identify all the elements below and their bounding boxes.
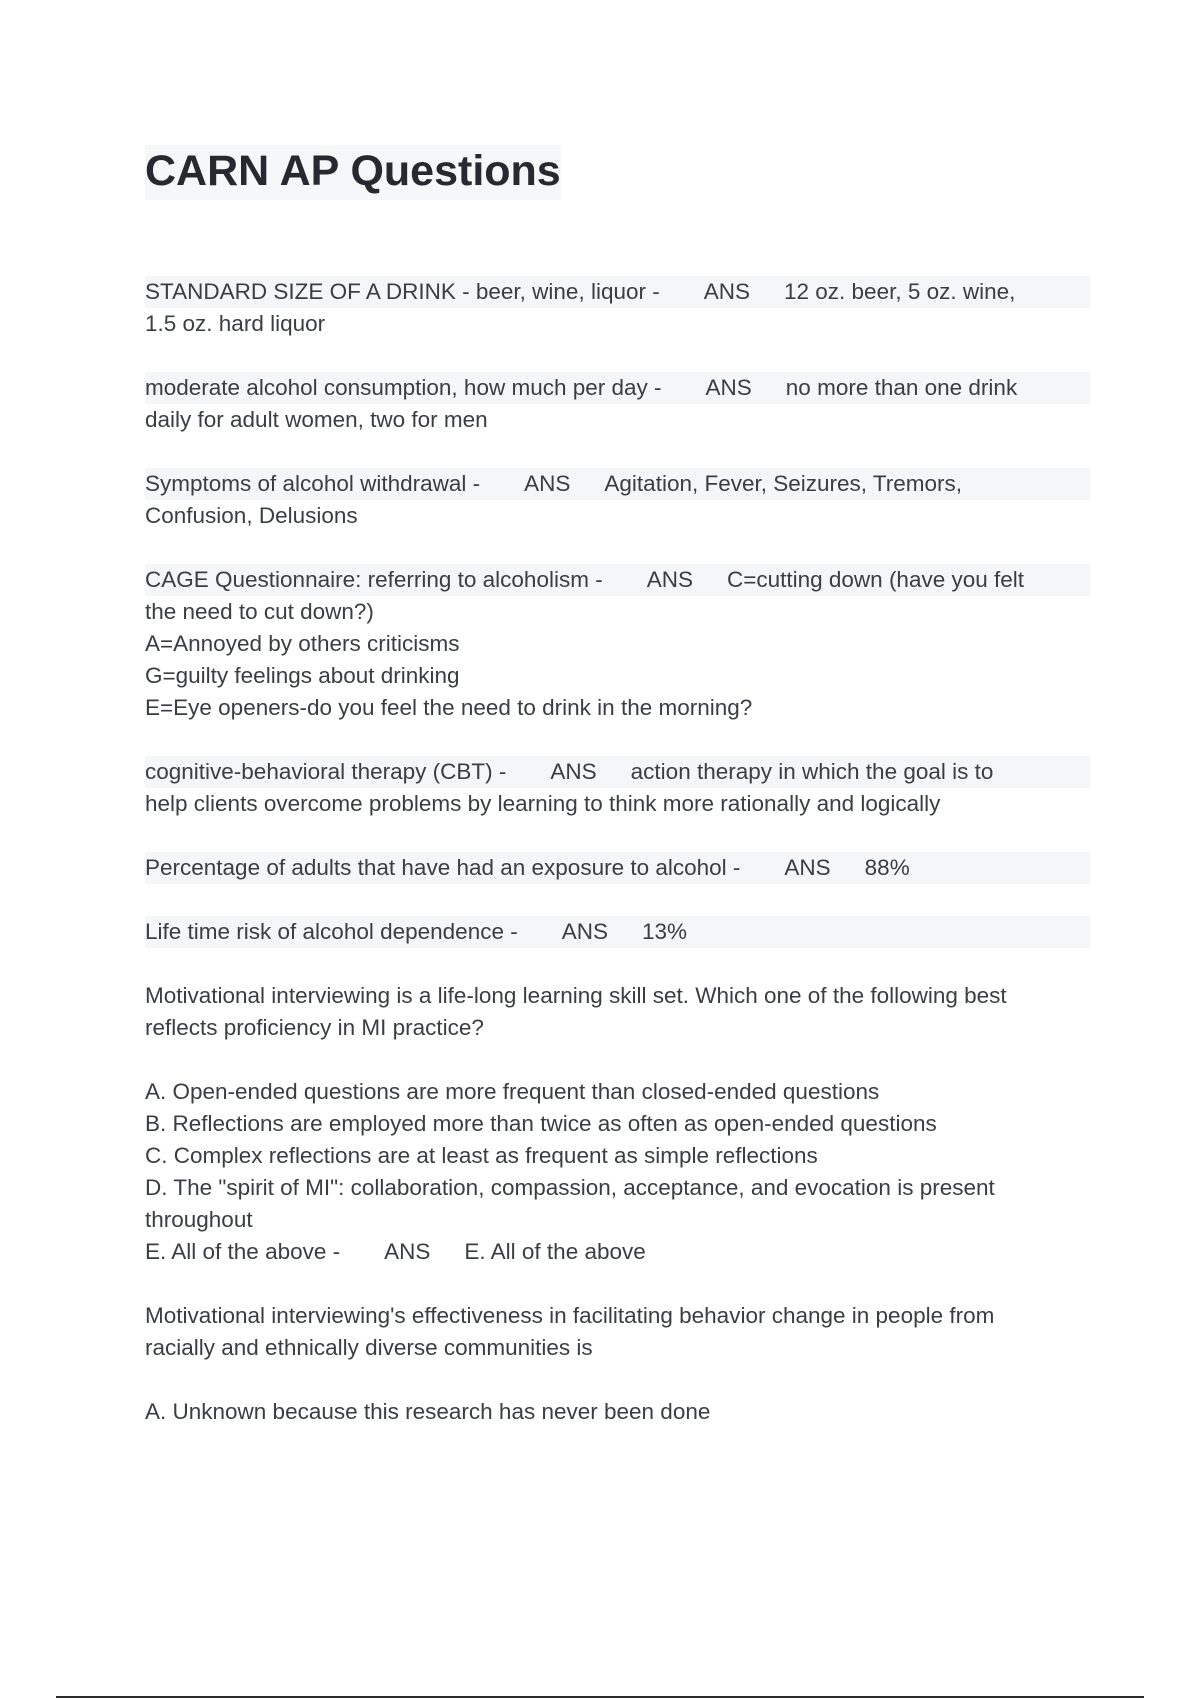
question-text: Life time risk of alcohol dependence - xyxy=(145,919,518,944)
question-text: Symptoms of alcohol withdrawal - xyxy=(145,471,481,496)
qa-item-withdrawal-symptoms xyxy=(145,468,1090,532)
option-c: C. Complex reflections are at least as frequent as simple reflections xyxy=(145,1143,818,1168)
question-text: Percentage of adults that have had an exposure to alcohol - xyxy=(145,855,741,880)
qa-line xyxy=(145,852,1090,884)
answer-text: 13% xyxy=(641,919,688,944)
option-a: A. Open-ended questions are more frequent than closed-ended questions xyxy=(145,1079,880,1104)
option-e: E. All of the above - xyxy=(145,1239,341,1264)
answer-text: the need to cut down?) xyxy=(145,599,374,624)
document-body xyxy=(145,276,1090,1460)
question-text: cognitive-behavioral therapy (CBT) - xyxy=(145,759,507,784)
question-text: CAGE Questionnaire: referring to alcoholism - xyxy=(145,567,603,592)
answer-marker: ANS xyxy=(646,567,693,592)
mi-question-2-options xyxy=(145,1396,1090,1428)
answer-marker: ANS xyxy=(550,759,597,784)
question-text: racially and ethnically diverse communities is xyxy=(145,1335,593,1360)
qa-line xyxy=(145,564,1090,596)
answer-text: daily for adult women, two for men xyxy=(145,407,488,432)
page-divider xyxy=(56,1696,1144,1698)
answer-text: 12 oz. beer, 5 oz. wine, xyxy=(784,279,1016,304)
answer-text: help clients overcome problems by learning to think more rationally and logically xyxy=(145,791,941,816)
answer-text: Agitation, Fever, Seizures, Tremors, xyxy=(604,471,963,496)
option-a: A. Unknown because this research has never been done xyxy=(145,1399,711,1424)
qa-item-alcohol-exposure xyxy=(145,852,1090,884)
qa-line xyxy=(145,916,1090,948)
answer-text: no more than one drink xyxy=(785,375,1018,400)
question-text: Motivational interviewing is a life-long learning skill set. Which one of the following best xyxy=(145,983,1007,1008)
answer-text: A=Annoyed by others criticisms xyxy=(145,631,460,656)
option-b: B. Reflections are employed more than twice as often as open-ended questions xyxy=(145,1111,937,1136)
mi-question-2-stem xyxy=(145,1300,1090,1364)
answer-text: E. All of the above xyxy=(464,1239,646,1264)
question-text: reflects proficiency in MI practice? xyxy=(145,1015,484,1040)
question-text: Motivational interviewing's effectiveness in facilitating behavior change in people from xyxy=(145,1303,995,1328)
qa-line xyxy=(145,468,1090,500)
mi-question-options xyxy=(145,1076,1090,1268)
qa-item-cbt xyxy=(145,756,1090,820)
answer-marker: ANS xyxy=(561,919,608,944)
answer-marker: ANS xyxy=(784,855,831,880)
qa-item-dependence-risk xyxy=(145,916,1090,948)
answer-marker: ANS xyxy=(524,471,571,496)
option-e-line xyxy=(145,1236,1090,1268)
qa-item-moderate-consumption xyxy=(145,372,1090,436)
answer-marker: ANS xyxy=(384,1239,431,1264)
qa-line xyxy=(145,756,1090,788)
option-d-continued: throughout xyxy=(145,1207,253,1232)
answer-marker: ANS xyxy=(703,279,750,304)
qa-item-cage-questionnaire xyxy=(145,564,1090,724)
answer-text: action therapy in which the goal is to xyxy=(630,759,994,784)
qa-item-drink-size xyxy=(145,276,1090,340)
option-d: D. The "spirit of MI": collaboration, compassion, acceptance, and evocation is present xyxy=(145,1175,995,1200)
answer-text: G=guilty feelings about drinking xyxy=(145,663,460,688)
answer-text: C=cutting down (have you felt xyxy=(726,567,1025,592)
page-title: CARN AP Questions xyxy=(145,145,561,200)
answer-text: 1.5 oz. hard liquor xyxy=(145,311,326,336)
qa-line xyxy=(145,372,1090,404)
answer-text: Confusion, Delusions xyxy=(145,503,358,528)
answer-text: 88% xyxy=(864,855,910,880)
mi-question-stem xyxy=(145,980,1090,1044)
question-text: moderate alcohol consumption, how much per day - xyxy=(145,375,662,400)
answer-text: E=Eye openers-do you feel the need to drink in the morning? xyxy=(145,695,753,720)
question-text: STANDARD SIZE OF A DRINK - beer, wine, liquor - xyxy=(145,279,660,304)
answer-marker: ANS xyxy=(705,375,752,400)
qa-line xyxy=(145,276,1090,308)
